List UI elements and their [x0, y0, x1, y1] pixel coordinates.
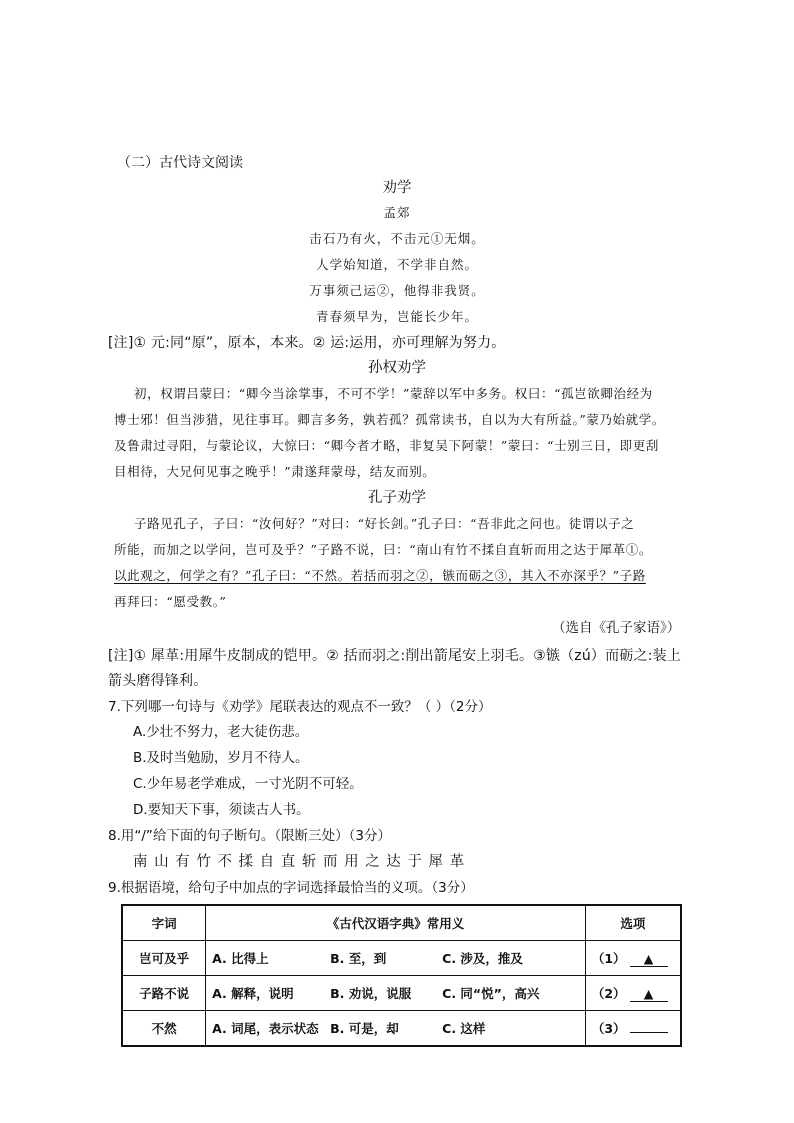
- answer-blank[interactable]: [630, 1032, 668, 1033]
- answer-cell: [585, 941, 681, 976]
- meaning-c: C. 这样: [442, 1021, 486, 1036]
- passage2-note-cont: 箭头磨得锋利。: [108, 673, 208, 689]
- q9-stem: 9.根据语境，给句子中加点的字词选择最恰当的义项。（3分）: [108, 880, 474, 896]
- passage2-source: （选自《孔子家语》）: [552, 620, 681, 636]
- table-meanings: [206, 976, 586, 1011]
- meaning-b: B. 可是，却: [330, 1021, 399, 1036]
- table-row: [122, 976, 681, 1011]
- passage1-title: 孙权劝学: [368, 360, 426, 376]
- q7-stem: 7.下列哪一句诗与《劝学》尾联表达的观点不一致？（ ）（2分）: [108, 699, 492, 715]
- passage1-line: 及鲁肃过寻阳，与蒙论议，大惊曰：“卿今者才略，非复吴下阿蒙！”蒙曰：“士别三日，即更刮: [114, 438, 659, 453]
- answer-number: （3）: [591, 1021, 626, 1036]
- q7-option-a: A.少壮不努力，老大徒伤悲。: [133, 724, 309, 740]
- passage1-line: 目相待，大兄何见事之晚乎！”肃遂拜蒙母，结友而别。: [114, 464, 436, 479]
- meaning-c: C. 同“悦”，高兴: [442, 986, 540, 1001]
- passage2-line: 以此观之，何学之有？”孔子曰：“不然。若括而羽之②，镞而砺之③，其入不亦深乎？”子路: [114, 568, 646, 583]
- table-word: 岂可及乎: [122, 941, 206, 976]
- passage2-title: 孔子劝学: [368, 490, 426, 506]
- meaning-c: C. 涉及，推及: [442, 951, 523, 966]
- passage2-line: 再拜曰：“愿受教。”: [114, 594, 227, 609]
- table-header: 选项: [585, 905, 681, 941]
- meaning-b: B. 劝说，说服: [330, 986, 412, 1001]
- table-row: [122, 941, 681, 976]
- answer-cell: [585, 976, 681, 1011]
- poem-note: [注]① 元:同“原”，原本，本来。② 运:运用，亦可理解为努力。: [108, 335, 506, 351]
- q7-option-b: B.及时当勉励，岁月不待人。: [133, 750, 309, 766]
- answer-number: （2）: [591, 986, 626, 1001]
- poem-line: 击石乃有火，不击元①无烟。: [309, 231, 485, 246]
- table-header: 《古代汉语字典》常用义: [206, 905, 586, 941]
- poem-line: 人学始知道，不学非自然。: [315, 257, 478, 272]
- table-header: 字词: [122, 905, 206, 941]
- meaning-a: A. 比得上: [212, 951, 269, 966]
- answer-number: （1）: [591, 951, 626, 966]
- passage1-line: 博士邪！但当涉猎，见往事耳。卿言多务，孰若孤？孤常读书，自以为大有所益。”蒙乃始就学。: [114, 412, 665, 427]
- q8-sentence: 南 山 有 竹 不 揉 自 直 斩 而 用 之 达 于 犀 革: [133, 854, 466, 870]
- answer-blank[interactable]: ▲: [630, 952, 668, 967]
- meaning-a: A. 词尾，表示状态: [212, 1021, 319, 1036]
- table-meanings: [206, 1011, 586, 1047]
- meaning-a: A. 解释，说明: [212, 986, 294, 1001]
- table-meanings: [206, 941, 586, 976]
- poem-line: 青春须早为，岂能长少年。: [315, 309, 478, 324]
- table-word: 不然: [122, 1011, 206, 1047]
- table-word: 子路不说: [122, 976, 206, 1011]
- section-title: （二）古代诗文阅读: [117, 155, 243, 171]
- q8-stem: 8.用“/”给下面的句子断句。（限断三处）（3分）: [108, 828, 392, 844]
- poem-title: 劝学: [382, 180, 412, 196]
- q9-table: [121, 904, 682, 1047]
- answer-cell: [585, 1011, 681, 1047]
- table-row: [122, 1011, 681, 1047]
- passage1-line: 初，权谓吕蒙曰：“卿今当涂掌事，不可不学！”蒙辞以军中多务。权曰：“孤岂欲卿治经为: [134, 386, 653, 401]
- passage2-note: [注]① 犀革:用犀牛皮制成的铠甲。② 括而羽之:削出箭尾安上羽毛。③镞（zú）而砺之:装上: [108, 648, 682, 664]
- passage2-line: 所能，而加之以学问，岂可及乎？”子路不说，曰：“南山有竹不揉自直斩而用之达于犀革①。: [114, 542, 652, 557]
- meaning-b: B. 至，到: [330, 951, 387, 966]
- passage2-line: 子路见孔子，子曰：“汝何好？”对曰：“好长剑。”孔子曰：“吾非此之问也。徒谓以子之: [134, 516, 635, 531]
- table-header-row: [122, 905, 681, 941]
- answer-blank[interactable]: ▲: [630, 987, 668, 1002]
- q7-option-c: C.少年易老学难成，一寸光阴不可轻。: [133, 776, 363, 792]
- poem-author: 孟郊: [383, 205, 411, 220]
- q7-option-d: D.要知天下事，须读古人书。: [133, 802, 310, 818]
- poem-line: 万事须己运②，他得非我贤。: [309, 283, 485, 298]
